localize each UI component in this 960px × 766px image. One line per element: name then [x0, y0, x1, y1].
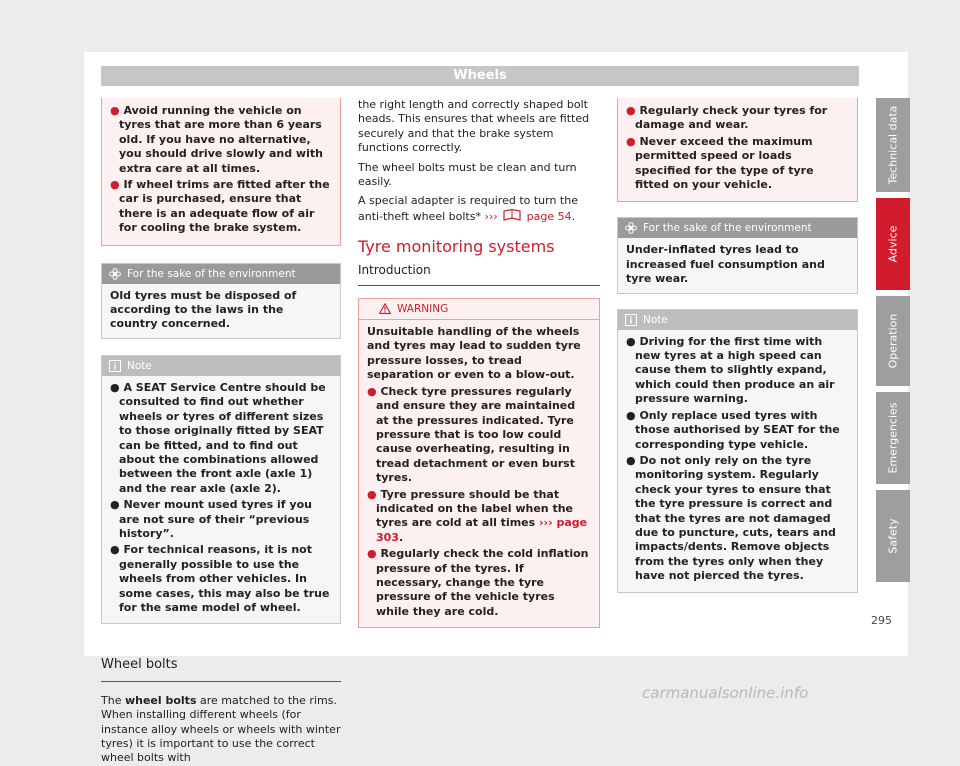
warning-triangle-icon	[379, 303, 391, 314]
watermark: carmanualsonline.info	[642, 684, 809, 702]
note-box-header	[618, 310, 857, 330]
environment-box-header	[618, 218, 857, 238]
tab-operation[interactable]: Operation	[876, 296, 910, 386]
list-item: ● Do not only rely on the tyre monitoring system. Regularly check your tyres to ensure that the tyre pressure is correct and that the tyres are not damaged due to puncture, cuts, tears and impacts/dents. Remove objects from the tyres only when they have not pierced the tyres.	[626, 453, 836, 583]
environment-flower-icon	[109, 268, 121, 280]
page-header-title: Wheels	[101, 66, 859, 86]
note-box-body	[618, 330, 857, 592]
note-box	[101, 355, 341, 625]
page-link[interactable]: page 54	[526, 209, 572, 223]
list-item: ● Never mount used tyres if you are not sure of their “previous history”.	[110, 498, 312, 540]
paragraph: the right length and correctly shaped bolt heads. This ensures that wheels are fitted securely and that the brake system functions correctly.	[358, 98, 590, 155]
environment-flower-icon	[625, 222, 637, 234]
list-item: ● A SEAT Service Centre should be consulted to find out whether wheels or tyres of different sizes to those originally fitted by SEAT can be fitted, and to find out about the combinations allowed between the front axle (axle 1) and the rear axle (axle 2).	[110, 380, 326, 495]
environment-box-title: For the sake of the environment	[127, 267, 296, 280]
paragraph-with-link: A special adapter is required to turn the anti-theft wheel bolts* ››› page 54.	[358, 194, 578, 223]
wheel-bolts-heading: Wheel bolts	[101, 657, 178, 673]
environment-box	[617, 217, 858, 293]
warning-intro: Unsuitable handling of the wheels and tyres may lead to sudden tyre pressure losses, to tread separation or even to a blow-out.	[367, 325, 581, 382]
note-box-title: Note	[127, 359, 152, 372]
middle-column	[358, 98, 600, 628]
heading-rule	[101, 681, 341, 682]
heading-rule	[358, 285, 600, 286]
note-box-body	[102, 376, 340, 624]
warning-continued-box	[617, 98, 858, 202]
list-item: ● Tyre pressure should be that indicated on the label when the tyres are cold at all times ››› page 303.	[367, 487, 588, 544]
warning-box	[358, 298, 600, 628]
environment-box-header	[102, 264, 340, 284]
note-box-header	[102, 356, 340, 376]
info-icon	[625, 314, 637, 326]
warning-box-body	[359, 320, 599, 627]
environment-box-text: Under-inflated tyres lead to increased fuel consumption and tyre wear.	[626, 243, 825, 286]
environment-box-title: For the sake of the environment	[643, 222, 812, 235]
left-column	[101, 98, 341, 766]
note-box	[617, 309, 858, 593]
wheel-bolts-paragraph: The wheel bolts are matched to the rims. When installing different wheels (for instance alloy wheels or wheels with winter tyres) it is important to use the correct wheel bolts with	[101, 693, 341, 765]
tab-safety[interactable]: Safety	[876, 490, 910, 582]
warning-box-title: WARNING	[397, 303, 449, 316]
tab-technical-data[interactable]: Technical data	[876, 98, 910, 192]
tab-advice[interactable]: Advice	[876, 198, 910, 290]
warning-box-header	[359, 299, 599, 320]
subsection-title: Introduction	[358, 262, 431, 277]
list-item: ● Avoid running the vehicle on tyres that are more than 6 years old. If you have no alternative, you should drive slowly and with extra care at all times.	[110, 104, 323, 175]
list-item: ● Regularly check your tyres for damage and wear.	[626, 104, 828, 132]
list-item: ● For technical reasons, it is not generally possible to use the wheels from other vehicles. In some cases, this may also be true for the same model of wheel.	[110, 543, 330, 614]
list-item: ● Driving for the first time with new tyres at a high speed can cause them to slightly expand, which could then produce an air pressure warning.	[626, 334, 835, 406]
book-icon	[501, 209, 523, 222]
info-icon	[109, 360, 121, 372]
warning-continued-box	[101, 98, 341, 246]
list-item: ● Check tyre pressures regularly and ensure they are maintained at the pressures indicated. Tyre pressure that is too low could cause overheating, resulting in tread detachment or even burst tyres.	[367, 384, 576, 485]
right-column	[617, 98, 858, 593]
page-number: 295	[871, 614, 892, 627]
section-title: Tyre monitoring systems	[358, 237, 555, 257]
paragraph: The wheel bolts must be clean and turn easily.	[358, 160, 577, 189]
list-item: ● Only replace used tyres with those authorised by SEAT for the corresponding type vehicle.	[626, 408, 840, 451]
environment-box	[101, 263, 341, 339]
tab-emergencies[interactable]: Emergencies	[876, 392, 910, 484]
environment-box-text: Old tyres must be disposed of according to the laws in the country concerned.	[110, 288, 297, 331]
list-item: ● Regularly check the cold inflation pressure of the tyres. If necessary, change the tyre pressure of the vehicle tyres while they are cold.	[367, 547, 589, 618]
note-box-title: Note	[643, 313, 668, 326]
list-item: ● Never exceed the maximum permitted speed or loads specified for the type of tyre fitted on your vehicle.	[626, 134, 814, 192]
list-item: ● If wheel trims are fitted after the car is purchased, ensure that there is an adequate flow of air for cooling the brake system.	[110, 178, 330, 235]
page-link[interactable]: page 303	[376, 516, 588, 544]
